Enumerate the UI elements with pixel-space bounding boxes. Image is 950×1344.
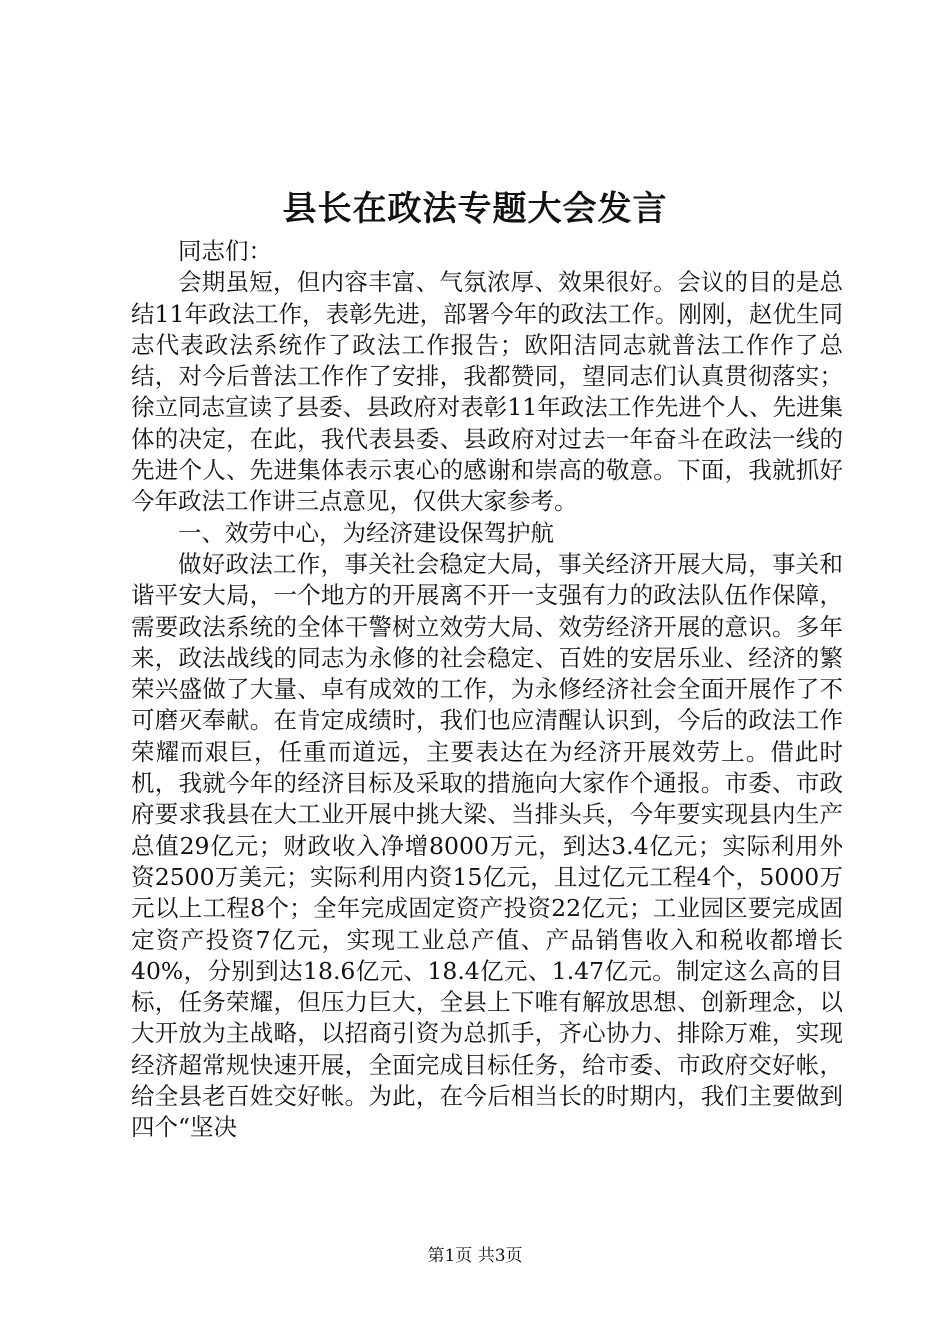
page-number-footer: 第1页 共3页 — [427, 1246, 523, 1266]
paragraph-intro: 会期虽短，但内容丰富、气氛浓厚、效果很好。会议的目的是总结11年政法工作，表彰先进，部署今年的政法工作。刚刚，赵优生同志代表政法系统作了政法工作报告；欧阳洁同志就普法工作作了总结，对今后普法工作作了安排，我都赞同，望同志们认真贯彻落实；徐立同志宣读了县委、县政府对表彰11年政法工作先进个人、先进集体的决定，在此，我代表县委、县政府对过去一年奋斗在政法一线的先进个人、先进集体表示衷心的感谢和崇高的敬意。下面，我就抓好今年政法工作讲三点意见，仅供大家参考。 — [131, 268, 843, 516]
section-heading-1: 一、效劳中心，为经济建设保驾护航 — [178, 518, 554, 547]
document-title: 县长在政法专题大会发言 — [282, 189, 668, 229]
document-body — [131, 236, 843, 1144]
salutation: 同志们： — [178, 237, 272, 265]
paragraph-section-1: 做好政法工作，事关社会稳定大局，事关经济开展大局，事关和谐平安大局，一个地方的开展离不开一支强有力的政法队伍作保障，需要政法系统的全体干警树立效劳大局、效劳经济开展的意识。多年来，政法战线的同志为永修的社会稳定、百姓的安居乐业、经济的繁荣兴盛做了大量、卓有成效的工作，为永修经济社会全面开展作了不可磨灭奉献。在肯定成绩时，我们也应清醒认识到，今后的政法工作荣耀而艰巨，任重而道远，主要表达在为经济开展效劳上。借此时机，我就今年的经济目标及采取的措施向大家作个通报。市委、市政府要求我县在大工业开展中挑大梁、当排头兵，今年要实现县内生产总值29亿元；财政收入净增8000万元，到达3.4亿元；实际利用外资2500万美元；实际利用内资15亿元，且过亿元工程4个，5000万元以上工程8个；全年完成固定资产投资22亿元；工业园区要完成固定资产投资7亿元，实现工业总产值、产品销售收入和税收都增长40%，分别到达18.6亿元、18.4亿元、1.47亿元。制定这么高的目标，任务荣耀，但压力巨大，全县上下唯有解放思想、创新理念，以大开放为主战略，以招商引资为总抓手，齐心协力、排除万难，实现经济超常规快速开展，全面完成目标任务，给市委、市政府交好帐，给全县老百姓交好帐。为此，在今后相当长的时期内，我们主要做到四个“坚决 — [131, 549, 843, 1142]
